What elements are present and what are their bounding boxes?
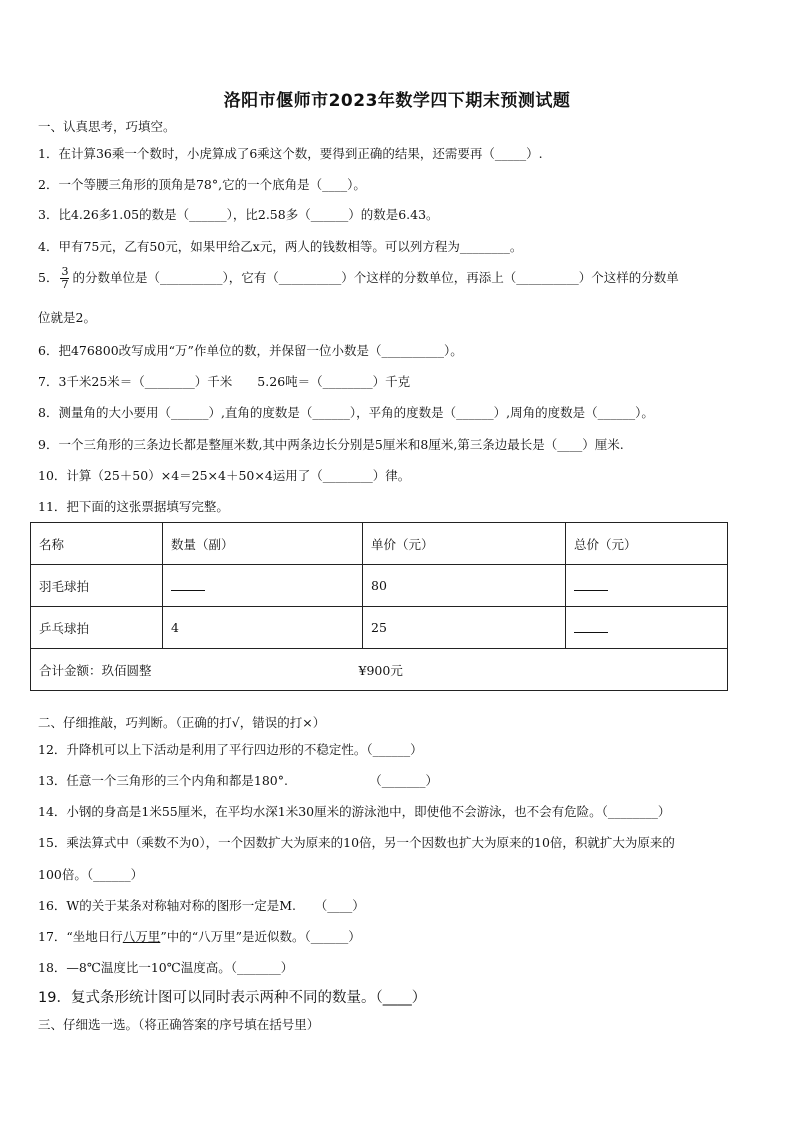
answer-blank[interactable] xyxy=(574,620,608,633)
question-10: 10．计算（25＋50）×4＝25×4＋50×4运用了（________）律。 xyxy=(38,468,411,483)
total-blank[interactable] xyxy=(566,565,728,607)
table-total-row xyxy=(31,649,728,691)
question-18: 18．—8℃温度比一10℃温度高。（_______） xyxy=(38,960,294,975)
question-5-continued: 位就是2。 xyxy=(38,310,96,325)
table-row xyxy=(31,565,728,607)
total-blank[interactable] xyxy=(566,607,728,649)
question-7: 7．3千米25米＝（________）千米 5.26吨＝（________）千克 xyxy=(38,374,411,389)
question-9: 9．一个三角形的三条边长都是整厘米数,其中两条边长分别是5厘米和8厘米,第三条边最长是（____）厘米. xyxy=(38,437,624,452)
section-2-heading: 二、仔细推敲，巧判断。（正确的打√，错误的打×） xyxy=(38,715,326,730)
question-16: 16．W的关于某条对称轴对称的图形一定是M. （____） xyxy=(38,898,365,913)
receipt-table xyxy=(30,522,728,691)
table-row xyxy=(31,607,728,649)
question-6: 6．把476800改写成用“万”作单位的数，并保留一位小数是（__________）。 xyxy=(38,343,463,358)
question-2: 2．一个等腰三角形的顶角是78°,它的一个底角是（____）。 xyxy=(38,177,366,192)
question-4: 4．甲有75元，乙有50元，如果甲给乙x元，两人的钱数相等。可以列方程为________。 xyxy=(38,239,523,254)
question-12: 12．升降机可以上下活动是利用了平行四边形的不稳定性。（______） xyxy=(38,742,423,757)
total-amount-cell xyxy=(31,649,728,691)
section-3-heading: 三、仔细选一选。（将正确答案的序号填在括号里） xyxy=(38,1017,320,1032)
underlined-phrase: 八万里 xyxy=(122,929,161,944)
question-11: 11．把下面的这张票据填写完整。 xyxy=(38,499,229,514)
header-name: 名称 xyxy=(31,523,163,565)
question-15: 15．乘法算式中（乘数不为0），一个因数扩大为原来的10倍，另一个因数也扩大为原来的10倍，积就扩大为原来的 xyxy=(38,835,675,850)
header-quantity: 数量（副） xyxy=(163,523,363,565)
item-name: 乒乓球拍 xyxy=(31,607,163,649)
question-13: 13．任意一个三角形的三个内角和都是180°. （_______） xyxy=(38,773,438,788)
question-8: 8．测量角的大小要用（______）,直角的度数是（______），平角的度数是（______）,周角的度数是（______）。 xyxy=(38,405,654,420)
question-1: 1．在计算36乘一个数时，小虎算成了6乘这个数，要得到正确的结果，还需要再（_____）. xyxy=(38,146,543,161)
answer-blank[interactable] xyxy=(574,578,608,591)
header-total-price: 总价（元） xyxy=(566,523,728,565)
question-17 xyxy=(38,928,762,946)
quantity: 4 xyxy=(163,607,363,649)
header-unit-price: 单价（元） xyxy=(363,523,566,565)
fraction-denominator: 7 xyxy=(61,278,69,291)
fraction-three-sevenths xyxy=(60,266,69,291)
section-1-heading: 一、认真思考，巧填空。 xyxy=(38,119,176,134)
total-value: ¥900元 xyxy=(358,662,403,678)
question-15-continued: 100倍。（______） xyxy=(38,867,144,882)
question-3: 3．比4.26多1.05的数是（______），比2.58多（______）的数是6.43。 xyxy=(38,207,439,222)
answer-blank[interactable] xyxy=(171,578,205,591)
question-17-suffix: ”中的“八万里”是近似数。（______） xyxy=(160,929,361,944)
unit-price: 25 xyxy=(363,607,566,649)
question-17-prefix: 17．“坐地日行 xyxy=(38,929,123,944)
table-header-row xyxy=(31,523,728,565)
unit-price: 80 xyxy=(363,565,566,607)
item-name: 羽毛球拍 xyxy=(31,565,163,607)
fraction-numerator: 3 xyxy=(61,265,69,278)
page-title: 洛阳市偃师市2023年数学四下期末预测试题 xyxy=(223,91,571,111)
question-14: 14．小钢的身高是1米55厘米，在平均水深1米30厘米的游泳池中，即使他不会游泳，也不会有危险。（________） xyxy=(38,804,671,819)
total-label: 合计金额：玖佰圆整 xyxy=(39,662,152,678)
question-5-number: 5． xyxy=(38,270,59,285)
quantity-blank[interactable] xyxy=(163,565,363,607)
question-5-text: 的分数单位是（__________），它有（__________）个这样的分数单位，再添上（__________）个这样的分数单 xyxy=(72,270,679,285)
question-5 xyxy=(38,266,762,291)
question-19: 19．复式条形统计图可以同时表示两种不同的数量。（____） xyxy=(38,990,427,1006)
